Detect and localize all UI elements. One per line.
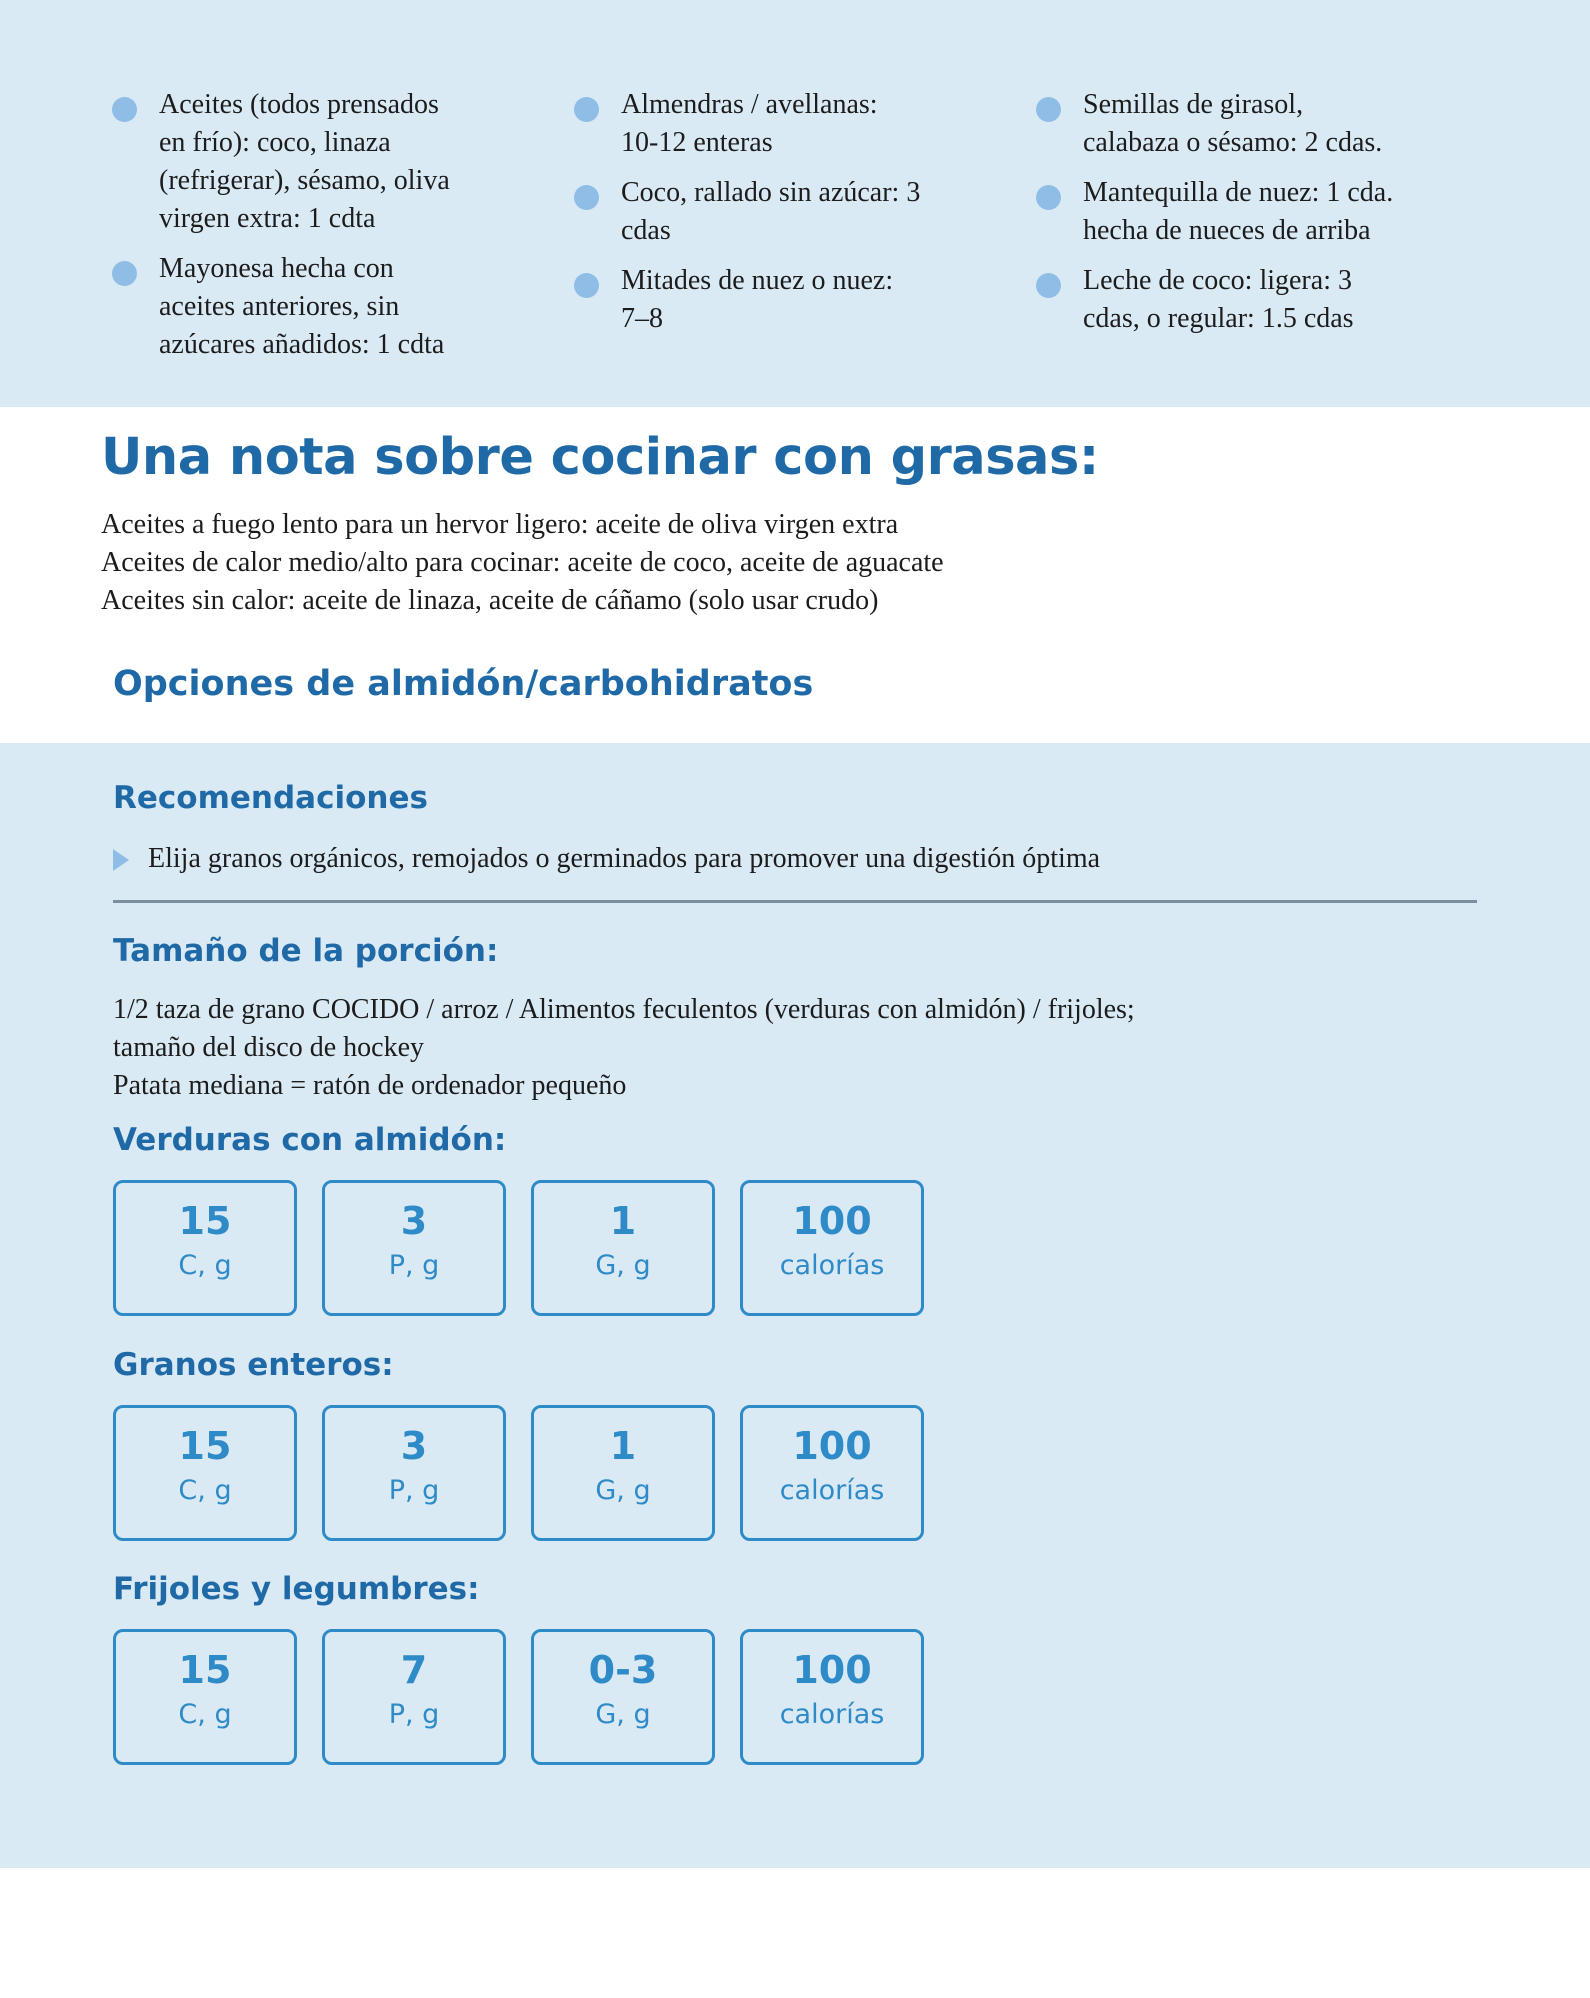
protein-box: 3 P, g (322, 1180, 506, 1316)
bullet-icon (1036, 273, 1061, 298)
note-line: Aceites a fuego lento para un hervor ligero: aceite de oliva virgen extra (101, 509, 899, 540)
portion-line: tamaño del disco de hockey (113, 1032, 425, 1063)
bullet-icon (574, 97, 599, 122)
bullet-icon (112, 261, 137, 286)
portion-line: 1/2 taza de grano COCIDO / arroz / Alimentos feculentos (verduras con almidón) / frijoles; (113, 994, 1135, 1025)
recommendations-heading: Recomendaciones (113, 780, 428, 816)
fat-box: 0-3 G, g (531, 1629, 715, 1765)
fat-item: Semillas de girasol, calabaza o sésamo: 2 cdas. (1036, 86, 1436, 162)
calories-box: 100 calorías (740, 1405, 924, 1541)
fats-column-3 (1036, 86, 1436, 350)
protein-box: 7 P, g (322, 1629, 506, 1765)
macro-row (113, 1180, 924, 1316)
bullet-icon (574, 273, 599, 298)
fat-item: Coco, rallado sin azúcar: 3 cdas (574, 174, 974, 250)
bullet-icon (112, 97, 137, 122)
macro-row (113, 1405, 924, 1541)
divider (113, 900, 1477, 903)
protein-box: 3 P, g (322, 1405, 506, 1541)
fat-item: Mayonesa hecha con aceites anteriores, sin azúcares añadidos: 1 cdta (112, 250, 512, 364)
bullet-icon (574, 185, 599, 210)
fat-box: 1 G, g (531, 1180, 715, 1316)
group-heading: Frijoles y legumbres: (113, 1571, 480, 1607)
fats-column-2 (574, 86, 974, 350)
carbs-box: 15 C, g (113, 1180, 297, 1316)
fat-box: 1 G, g (531, 1405, 715, 1541)
macro-row (113, 1629, 924, 1765)
note-line: Aceites de calor medio/alto para cocinar: aceite de coco, aceite de aguacate (101, 547, 944, 578)
portion-lines (113, 991, 1135, 1105)
note-line: Aceites sin calor: aceite de linaza, aceite de cáñamo (solo usar crudo) (101, 585, 879, 616)
calories-box: 100 calorías (740, 1629, 924, 1765)
calories-box: 100 calorías (740, 1180, 924, 1316)
bullet-icon (1036, 97, 1061, 122)
note-lines (101, 506, 944, 620)
fat-item: Mantequilla de nuez: 1 cda. hecha de nueces de arriba (1036, 174, 1436, 250)
triangle-bullet-icon (113, 849, 129, 871)
fat-item: Leche de coco: ligera: 3 cdas, o regular: 1.5 cdas (1036, 262, 1436, 338)
group-heading: Verduras con almidón: (113, 1122, 507, 1158)
bullet-icon (1036, 185, 1061, 210)
recommendation-item: Elija granos orgánicos, remojados o germinados para promover una digestión óptima (113, 840, 1100, 878)
fat-item: Aceites (todos prensados en frío): coco, linaza (refrigerar), sésamo, oliva virgen extra: 1 cdta (112, 86, 512, 238)
fat-item: Almendras / avellanas: 10-12 enteras (574, 86, 974, 162)
note-title: Una nota sobre cocinar con grasas: (101, 428, 1099, 487)
portion-heading: Tamaño de la porción: (113, 933, 499, 969)
portion-line: Patata mediana = ratón de ordenador pequeño (113, 1070, 627, 1101)
group-heading: Granos enteros: (113, 1347, 394, 1383)
carbs-box: 15 C, g (113, 1629, 297, 1765)
starch-title: Opciones de almidón/carbohidratos (113, 664, 814, 704)
fat-item: Mitades de nuez o nuez: 7–8 (574, 262, 974, 338)
fats-column-1 (112, 86, 512, 376)
carbs-box: 15 C, g (113, 1405, 297, 1541)
